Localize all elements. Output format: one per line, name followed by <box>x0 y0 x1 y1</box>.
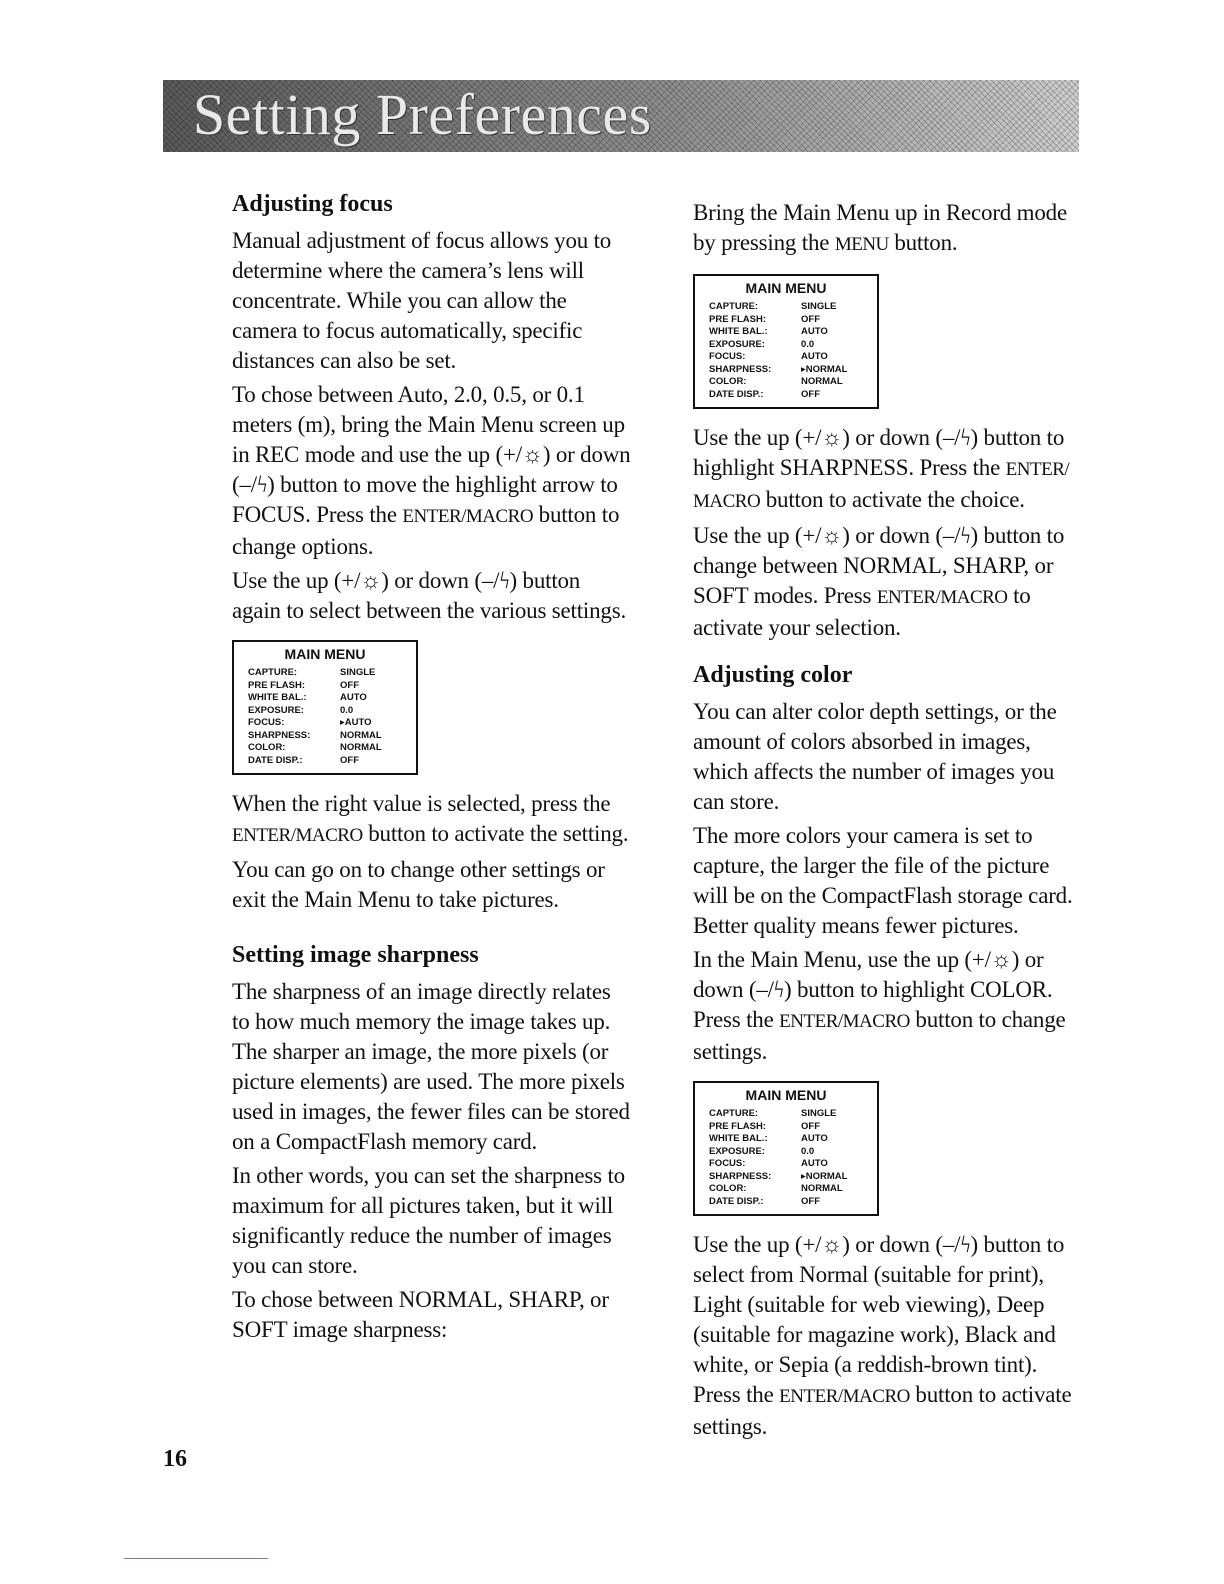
main-menu-screen-sharpness <box>693 274 879 409</box>
menu-row <box>695 376 877 389</box>
menu-row <box>234 730 416 743</box>
menu-row-label: SHARPNESS: <box>709 1170 772 1182</box>
right-column <box>693 198 1088 1446</box>
menu-row <box>695 301 877 314</box>
focus-paragraph-1: Manual adjustment of focus allows you to determine where the camera’s lens will concentrate. While you can allow the camera to focus automatically, specific distances can also be set. <box>232 228 612 373</box>
menu-row-value: AUTO <box>801 351 828 362</box>
menu-row <box>234 755 416 768</box>
menu-row <box>234 680 416 693</box>
menu-row-value: AUTO <box>801 1158 828 1169</box>
text-run: button. <box>888 230 958 255</box>
text-run: button to activate settings. <box>693 1382 1072 1439</box>
menu-row <box>695 1196 877 1209</box>
focus-paragraph-3: Use the up (+/☼) or down (–/ϟ) button again to select between the various settings. <box>232 568 627 623</box>
menu-rows <box>234 667 416 767</box>
menu-row-value: 0.0 <box>801 338 815 350</box>
menu-row <box>695 1183 877 1196</box>
menu-title: MAIN MENU <box>745 280 827 296</box>
menu-row-label: CAPTURE: <box>248 667 298 678</box>
menu-row <box>695 339 877 352</box>
text-run: button to change settings. <box>693 1007 1066 1064</box>
menu-row-value: SINGLE <box>801 301 837 312</box>
menu-row-value: OFF <box>340 754 359 766</box>
divider <box>124 1558 268 1559</box>
menu-row-value: ▸NORMAL <box>801 363 848 375</box>
menu-row-label: EXPOSURE: <box>709 1145 765 1157</box>
sharpness-paragraph-3: To chose between NORMAL, SHARP, or SOFT image sharpness: <box>232 1287 609 1342</box>
page-title: Setting Preferences <box>193 82 652 147</box>
text-run: When the right value is selected, press the <box>232 791 611 816</box>
menu-row <box>234 667 416 680</box>
menu-row <box>695 1158 877 1171</box>
after-menu-paragraph-1 <box>232 789 632 851</box>
menu-row-label: COLOR: <box>709 376 747 387</box>
menu-row-label: SHARPNESS: <box>248 729 311 741</box>
menu-row-label: SHARPNESS: <box>709 363 772 375</box>
menu-row-value: 0.0 <box>340 704 354 716</box>
menu-row-value: AUTO <box>340 692 367 703</box>
text-run: Use the up (+/☼) or down (–/ϟ) button to change between NORMAL, SHARP, or SOFT modes. Press <box>693 523 1065 608</box>
menu-row-label: WHITE BAL.: <box>709 1133 768 1144</box>
menu-row-label: PRE FLASH: <box>709 1120 766 1132</box>
sharpness-paragraph-2: In other words, you can set the sharpness to maximum for all pictures taken, but it will significantly reduce the number of images you can store. <box>232 1163 625 1278</box>
menu-row-value: ▸AUTO <box>340 717 372 728</box>
focus-heading: Adjusting focus <box>232 191 393 217</box>
menu-row <box>234 692 416 705</box>
menu-rows <box>695 1108 877 1208</box>
menu-row-label: COLOR: <box>248 742 286 753</box>
menu-row-label: EXPOSURE: <box>709 338 765 350</box>
menu-row-value: OFF <box>801 1120 820 1132</box>
menu-row-label: CAPTURE: <box>709 301 759 312</box>
button-name: ENTER/MACRO <box>779 1011 910 1032</box>
text-run: button to activate the setting. <box>362 821 629 846</box>
menu-row-label: FOCUS: <box>709 1158 746 1169</box>
menu-row <box>695 314 877 327</box>
menu-row <box>695 1146 877 1159</box>
button-name: ENTER/MACRO <box>232 825 363 846</box>
menu-row <box>234 717 416 730</box>
menu-row <box>695 1133 877 1146</box>
menu-row-label: DATE DISP.: <box>709 1195 764 1207</box>
page-number: 16 <box>163 1446 187 1472</box>
text-run: to activate your selection. <box>693 583 1031 640</box>
intro-paragraph <box>693 198 1088 260</box>
menu-row-label: WHITE BAL.: <box>709 326 768 337</box>
sharpness-heading: Setting image sharpness <box>232 942 479 968</box>
menu-row-label: EXPOSURE: <box>248 704 304 716</box>
menu-row-value: NORMAL <box>340 742 382 753</box>
menu-rows <box>695 301 877 401</box>
text-run: Use the up (+/☼) or down (–/ϟ) button to highlight SHARPNESS. Press the <box>693 425 1065 480</box>
menu-row-label: FOCUS: <box>248 717 285 728</box>
menu-row-label: DATE DISP.: <box>248 754 303 766</box>
button-name: ENTER/MACRO <box>402 506 534 527</box>
menu-row-value: ▸NORMAL <box>801 1170 848 1182</box>
menu-row-value: OFF <box>801 388 820 400</box>
menu-row-label: PRE FLASH: <box>248 679 305 691</box>
menu-row-value: OFF <box>340 679 359 691</box>
color-paragraph-4 <box>693 1230 1088 1442</box>
menu-row <box>234 742 416 755</box>
menu-row-value: NORMAL <box>340 729 382 741</box>
left-column <box>232 188 632 1349</box>
menu-row <box>234 705 416 718</box>
menu-row-label: COLOR: <box>709 1183 747 1194</box>
menu-row <box>695 1171 877 1184</box>
text-run: In the Main Menu, use the up (+/☼) or down (–/ϟ) button to highlight COLOR. Press the <box>693 947 1053 1032</box>
button-name: ENTER/MACRO <box>779 1386 910 1407</box>
menu-row-value: SINGLE <box>340 667 376 678</box>
button-name: ENTER/ MACRO <box>693 459 1070 512</box>
menu-row-label: WHITE BAL.: <box>248 692 307 703</box>
button-name: MENU <box>834 234 889 255</box>
menu-row-value: NORMAL <box>801 1183 843 1194</box>
menu-row-value: OFF <box>801 313 820 325</box>
menu-title: MAIN MENU <box>745 1087 827 1103</box>
menu-row-label: DATE DISP.: <box>709 388 764 400</box>
menu-row-value: AUTO <box>801 326 828 337</box>
menu-row <box>695 1108 877 1121</box>
menu-row-value: 0.0 <box>801 1145 815 1157</box>
menu-row-label: FOCUS: <box>709 351 746 362</box>
sharpness-paragraph-1: The sharpness of an image directly relates to how much memory the image takes up. The sharper an image, the more pixels (or picture elements) are used. The more pixels used in images, the fewer files can be stored on a CompactFlash memory card. <box>232 979 630 1154</box>
menu-row <box>695 326 877 339</box>
text-run: button to activate the choice. <box>760 487 1025 512</box>
color-paragraph-1: You can alter color depth settings, or the amount of colors absorbed in images, which affects the number of images you can store. <box>693 699 1057 814</box>
menu-row <box>695 364 877 377</box>
sharpness-paragraph-5 <box>693 521 1088 643</box>
text-run: button to change options. <box>232 502 620 559</box>
sharpness-paragraph-4 <box>693 423 1088 517</box>
menu-row-value: AUTO <box>801 1133 828 1144</box>
header-banner <box>163 80 1079 152</box>
menu-row-value: OFF <box>801 1195 820 1207</box>
after-menu-paragraph-2: You can go on to change other settings or exit the Main Menu to take pictures. <box>232 857 605 912</box>
menu-row-label: CAPTURE: <box>709 1108 759 1119</box>
main-menu-screen-color <box>693 1081 879 1216</box>
text-run: Bring the Main Menu up in Record mode by pressing the <box>693 200 1067 255</box>
menu-row <box>695 351 877 364</box>
color-paragraph-3 <box>693 945 1088 1067</box>
menu-row-value: NORMAL <box>801 376 843 387</box>
color-heading: Adjusting color <box>693 662 853 688</box>
color-paragraph-2: The more colors your camera is set to capture, the larger the file of the picture will be on the CompactFlash storage card. Better quality means fewer pictures. <box>693 823 1073 938</box>
main-menu-screen-focus <box>232 640 418 775</box>
menu-title: MAIN MENU <box>284 646 366 662</box>
menu-row-value: SINGLE <box>801 1108 837 1119</box>
menu-row <box>695 389 877 402</box>
button-name: ENTER/MACRO <box>876 587 1008 608</box>
menu-row <box>695 1121 877 1134</box>
text-run: To chose between Auto, 2.0, 0.5, or 0.1 meters (m), bring the Main Menu screen up in REC mode and use the up (+/☼) or down (–/ϟ) button to move the highlight arrow to FOCUS. Press the <box>232 382 631 527</box>
menu-row-label: PRE FLASH: <box>709 313 766 325</box>
text-run: Use the up (+/☼) or down (–/ϟ) button to select from Normal (suitable for print), Light (suitable for web viewing), Deep (suitable for magazine work), Black and white, or Sepia (a reddish-brown tint). Press the <box>693 1232 1065 1407</box>
focus-paragraph-2 <box>232 380 632 562</box>
